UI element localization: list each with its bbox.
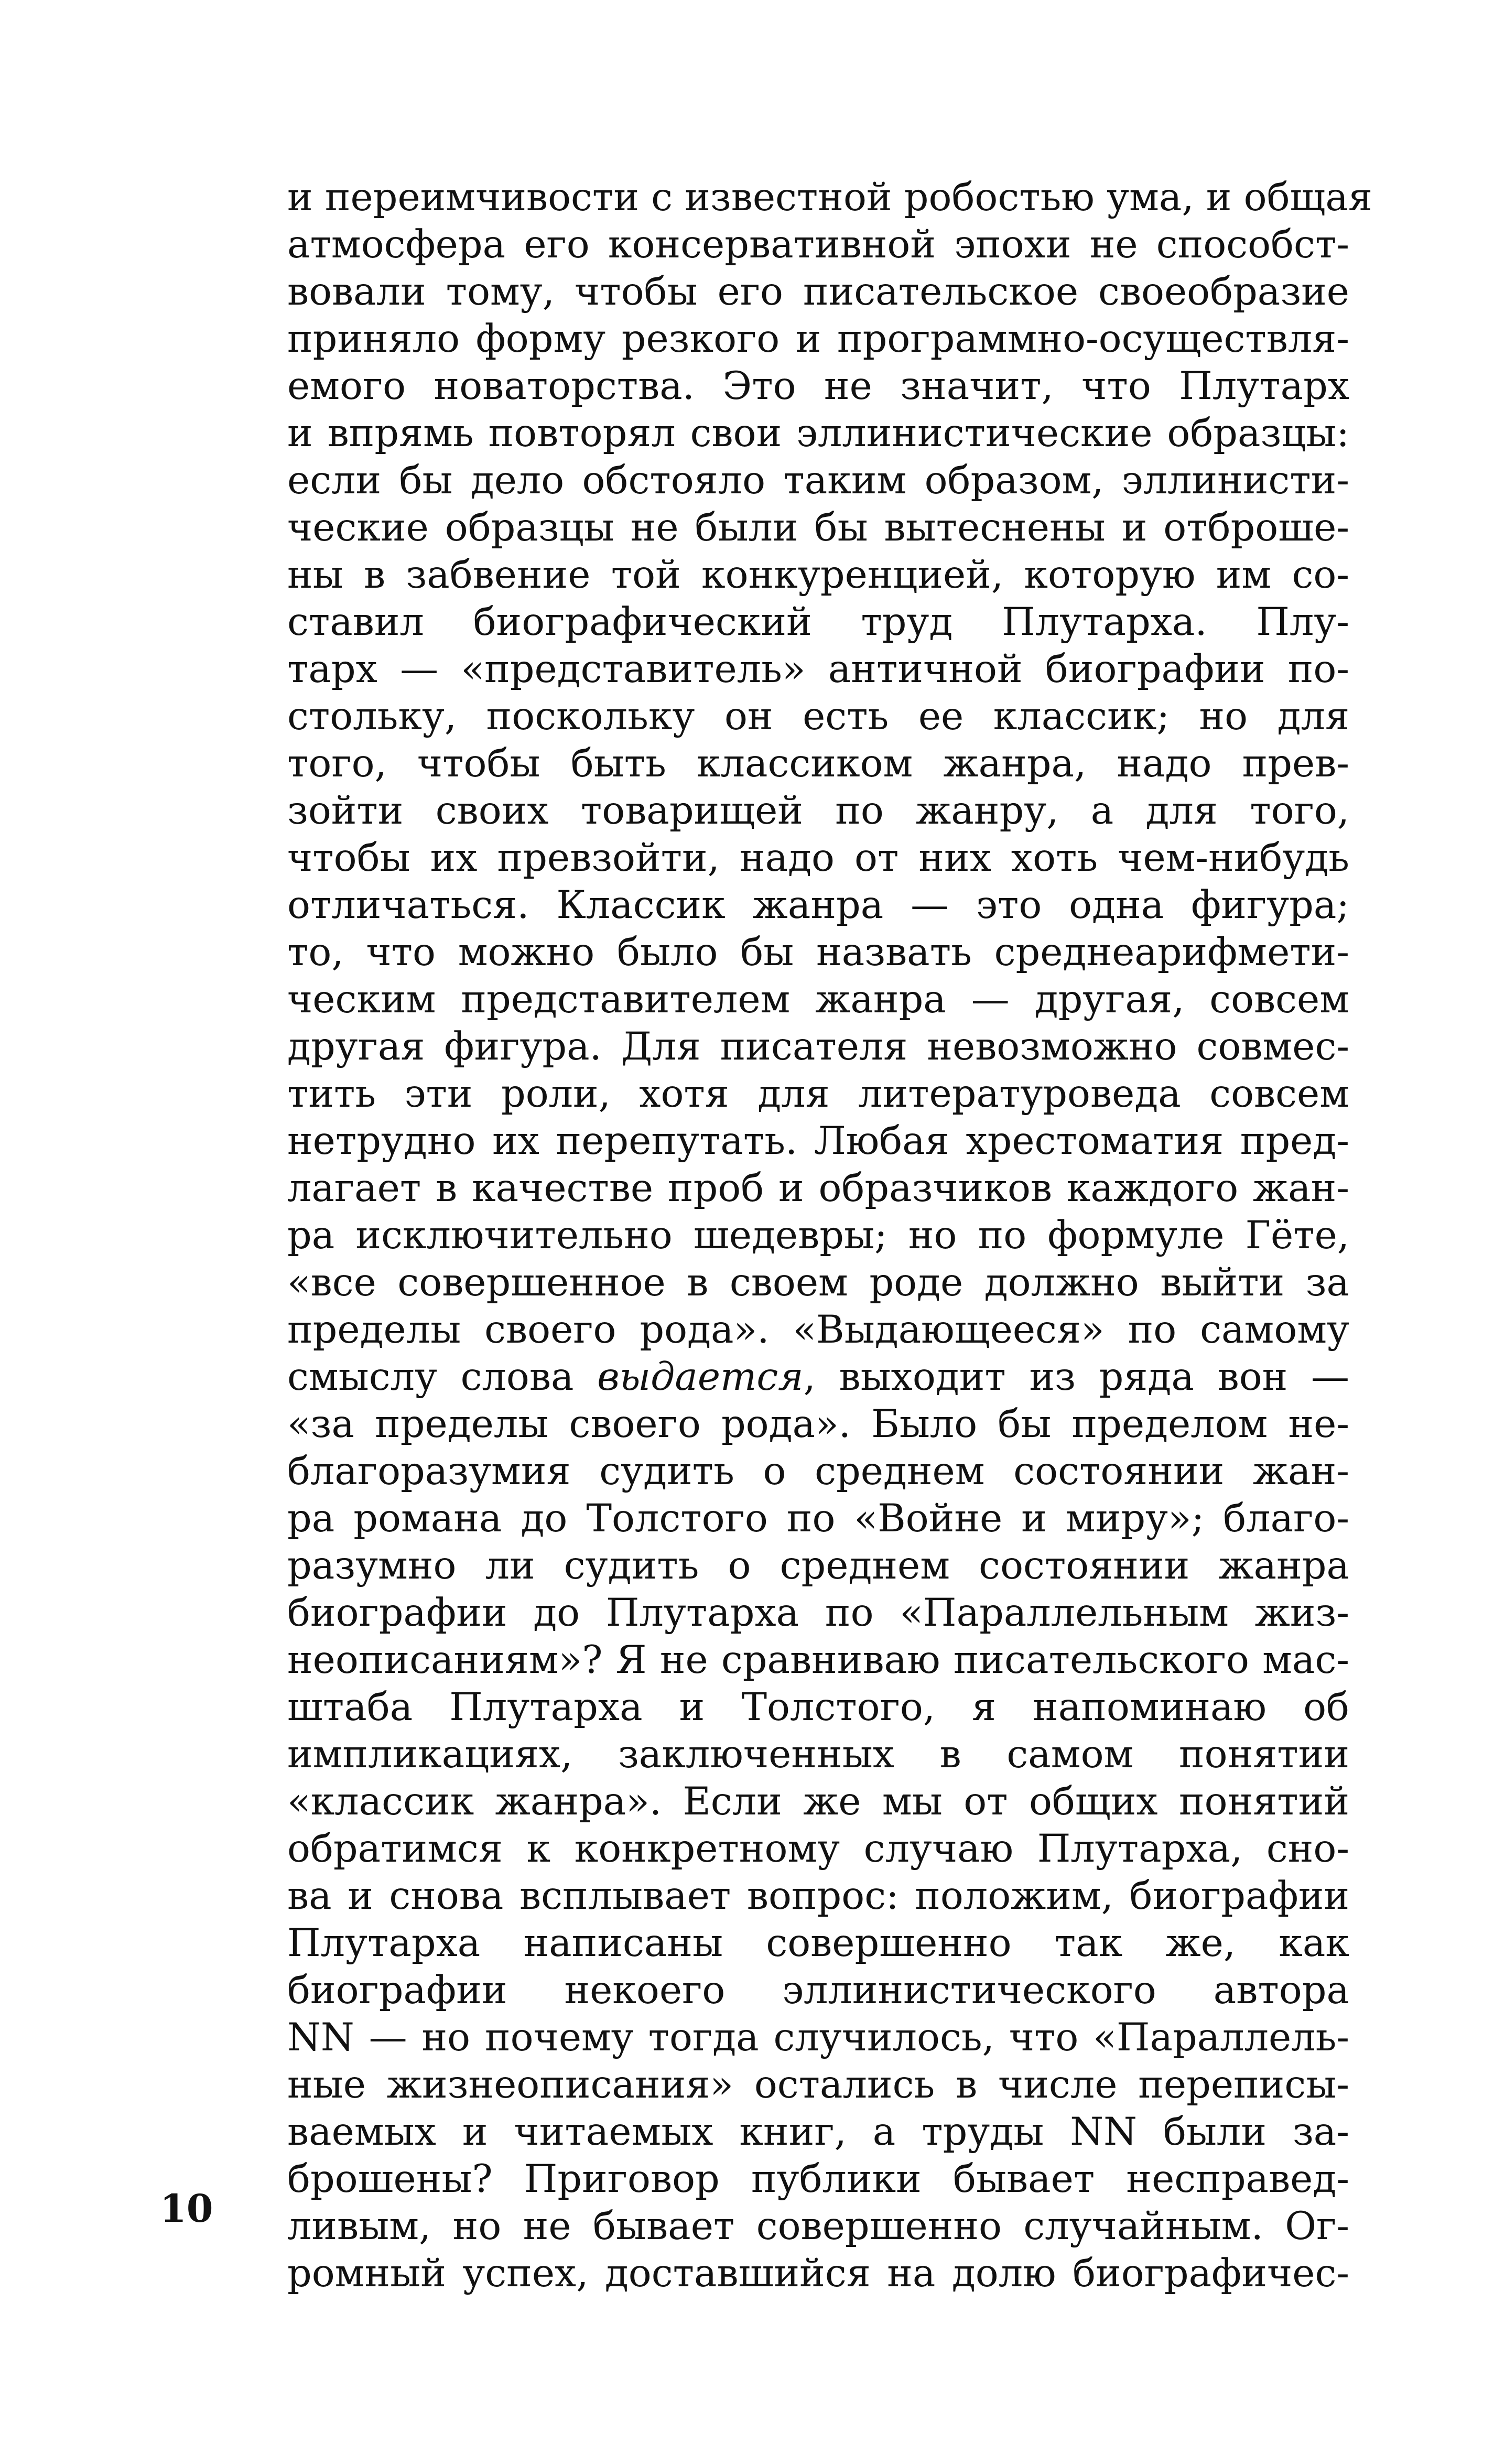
text-line: другая фигура. Для писателя невозможно совмес- <box>287 1024 1349 1069</box>
text-line: «классик жанра». Если же мы от общих понятий <box>287 1779 1349 1824</box>
text-line: зойти своих товарищей по жанру, а для того, <box>287 788 1349 833</box>
text-line: неописаниям»? Я не сравниваю писательского мас- <box>287 1638 1349 1682</box>
text-fragment: , выходит из ряда вон — <box>803 1355 1349 1399</box>
text-line: отличаться. Классик жанра — это одна фигура; <box>287 883 1349 927</box>
page-number: 10 <box>160 2186 213 2231</box>
text-line: атмосфера его консервативной эпохи не способст- <box>287 222 1349 267</box>
text-line: «все совершенное в своем роде должно выйти за <box>287 1260 1349 1305</box>
text-line: NN — но почему тогда случилось, что «Параллель- <box>287 2015 1349 2060</box>
text-line: ческие образцы не были бы вытеснены и отброше- <box>287 505 1349 550</box>
text-line: ставил биографический труд Плутарха. Плу- <box>287 600 1349 644</box>
text-line: брошены? Приговор публики бывает несправед- <box>287 2157 1349 2201</box>
text-line: ческим представителем жанра — другая, совсем <box>287 977 1349 1022</box>
text-line: разумно ли судить о среднем состоянии жанра <box>287 1543 1349 1588</box>
text-line: если бы дело обстояло таким образом, эллинисти- <box>287 458 1349 503</box>
text-line: Плутарха написаны совершенно так же, как <box>287 1921 1349 1965</box>
text-line: ные жизнеописания» остались в числе переписы- <box>287 2062 1349 2107</box>
text-line: нетрудно их перепутать. Любая хрестоматия пред- <box>287 1119 1349 1163</box>
text-line: ваемых и читаемых книг, а труды NN были за- <box>287 2110 1349 2154</box>
text-fragment: смыслу слова <box>287 1355 598 1399</box>
text-line: биографии некоего эллинистического автора <box>287 1968 1349 2013</box>
text-line: обратимся к конкретному случаю Плутарха, сно- <box>287 1827 1349 1871</box>
text-line: вовали тому, чтобы его писательское своеобразие <box>287 269 1349 314</box>
text-line: ра романа до Толстого по «Войне и миру»; благо- <box>287 1496 1349 1541</box>
text-line: импликациях, заключенных в самом понятии <box>287 1732 1349 1777</box>
text-line: ливым, но не бывает совершенно случайным. Ог- <box>287 2204 1349 2249</box>
text-line: «за пределы своего рода». Было бы пределом не- <box>287 1402 1349 1446</box>
text-line: ны в забвение той конкуренцией, которую им со- <box>287 553 1349 597</box>
text-line: штаба Плутарха и Толстого, я напоминаю об <box>287 1685 1349 1730</box>
text-line: тарх — «представитель» античной биографии по- <box>287 647 1349 691</box>
text-line: стольку, поскольку он есть ее классик; но для <box>287 694 1349 739</box>
text-line: емого новаторства. Это не значит, что Плутарх <box>287 364 1349 408</box>
text-line: благоразумия судить о среднем состоянии жан- <box>287 1449 1349 1494</box>
text-line: ромный успех, доставшийся на долю биографичес- <box>287 2251 1349 2296</box>
text-line: чтобы их превзойти, надо от них хоть чем-нибудь <box>287 836 1349 880</box>
text-line: ва и снова всплывает вопрос: положим, биографии <box>287 1874 1349 1918</box>
text-line: пределы своего рода». «Выдающееся» по самому <box>287 1307 1349 1352</box>
text-line: и впрямь повторял свои эллинистические образцы: <box>287 411 1349 456</box>
text-line: тить эти роли, хотя для литературоведа совсем <box>287 1072 1349 1116</box>
text-line-with-emphasis <box>287 1354 1349 1401</box>
text-line: биографии до Плутарха по «Параллельным жиз- <box>287 1591 1349 1635</box>
text-line: ра исключительно шедевры; но по формуле Гёте, <box>287 1213 1349 1258</box>
text-line: то, что можно было бы назвать среднеарифмети- <box>287 930 1349 975</box>
text-line: того, чтобы быть классиком жанра, надо прев- <box>287 741 1349 786</box>
text-line: лагает в качестве проб и образчиков каждого жан- <box>287 1166 1349 1211</box>
body-text <box>287 174 1372 2297</box>
text-line: приняло форму резкого и программно-осуществля- <box>287 317 1349 361</box>
text-line: и переимчивости с известной робостью ума, и общая <box>287 175 1372 220</box>
emphasized-word: выдается <box>597 1355 804 1399</box>
